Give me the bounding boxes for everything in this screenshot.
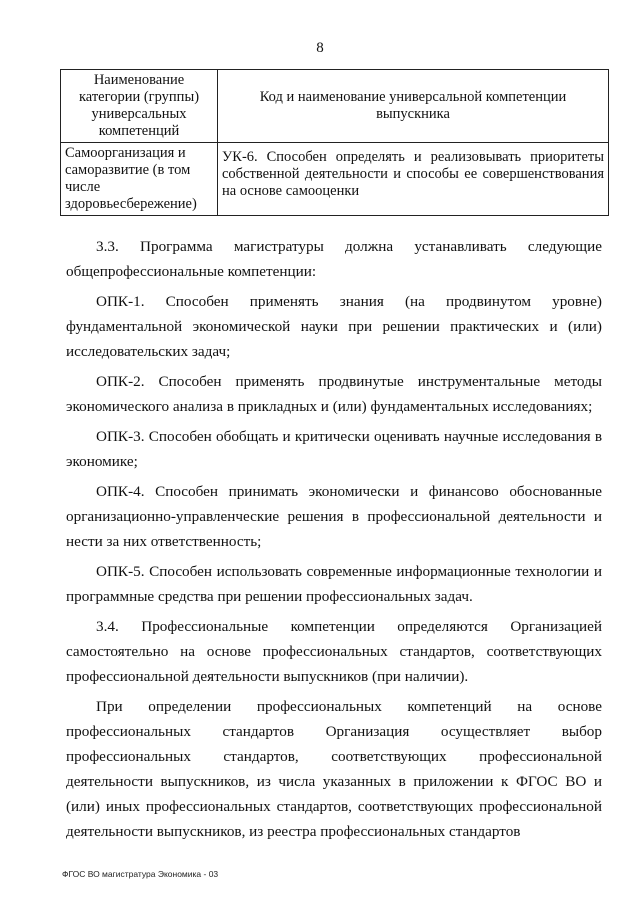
page-number: 8 bbox=[316, 40, 324, 56]
paragraph-3-4: 3.4. Профессиональные компетенции определяются Организацией самостоятельно на основе профессиональных стандартов, соответствующих профессиональной деятельности выпускников (при наличии). bbox=[66, 618, 602, 685]
table-header-row bbox=[61, 70, 609, 143]
paragraph-opk-4: ОПК-4. Способен принимать экономически и финансово обоснованные организационно-управленческие решения в профессиональной деятельности и нести за них ответственность; bbox=[66, 483, 602, 550]
paragraph-3-3: 3.3. Программа магистратуры должна устанавливать следующие общепрофессиональные компетенции: bbox=[66, 238, 602, 280]
footer-doc-label: ФГОС ВО магистратура Экономика - 03 bbox=[62, 869, 219, 879]
paragraph-opk-5: ОПК-5. Способен использовать современные информационные технологии и программные средства при решении профессиональных задач. bbox=[66, 563, 602, 605]
header-category: Наименование категории (группы) универсальных компетенций bbox=[61, 70, 218, 143]
paragraph-opk-2: ОПК-2. Способен применять продвинутые инструментальные методы экономического анализа в прикладных и (или) фундаментальных исследованиях; bbox=[66, 373, 602, 415]
header-competence: Код и наименование универсальной компетенции выпускника bbox=[218, 70, 609, 143]
competence-cell: УК-6. Способен определять и реализовывать приоритеты собственной деятельности и способы ее совершенствования на основе самооценки bbox=[218, 143, 609, 216]
document-body bbox=[66, 234, 602, 844]
paragraph-opk-3: ОПК-3. Способен обобщать и критически оценивать научные исследования в экономике; bbox=[66, 428, 602, 470]
table-row bbox=[61, 143, 609, 216]
category-cell: Самоорганизация и саморазвитие (в том числе здоровьесбережение) bbox=[61, 143, 218, 216]
paragraph-prof-standards: При определении профессиональных компетенций на основе профессиональных стандартов Организация осуществляет выбор профессиональных стандартов, соответствующих профессиональной деятельности выпускников, из числа указанных в приложении к ФГОС ВО и (или) иных профессиональных стандартов, соответствующих профессиональной деятельности выпускников, из реестра профессиональных стандартов bbox=[66, 698, 602, 840]
competence-table bbox=[60, 69, 609, 216]
paragraph-opk-1: ОПК-1. Способен применять знания (на продвинутом уровне) фундаментальной экономической науки при решении практических и (или) исследовательских задач; bbox=[66, 293, 602, 360]
